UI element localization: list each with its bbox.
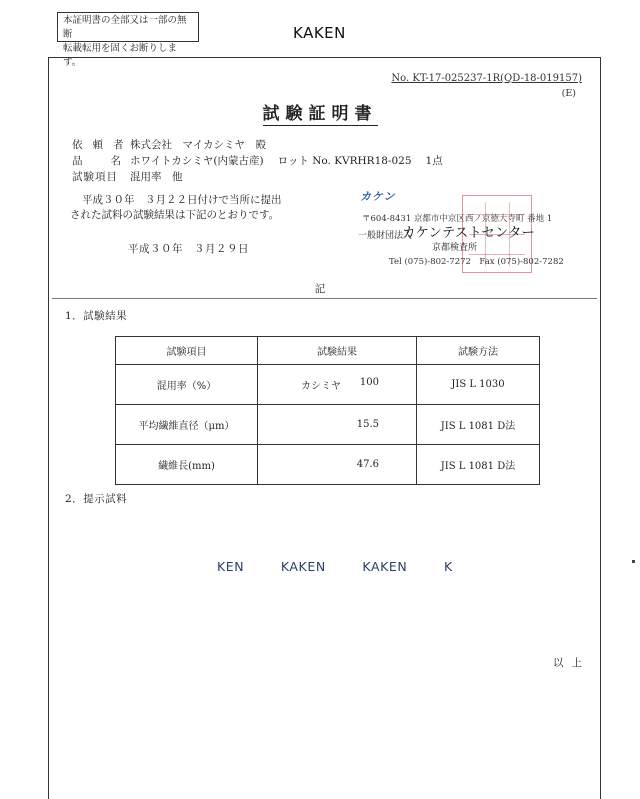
- section1-heading: 1．試験結果: [65, 310, 128, 322]
- institute-tel-fax: Tel (075)-802-7272 Fax (075)-802-7282: [389, 257, 564, 267]
- row-method: JIS L 1081 D法: [417, 445, 540, 485]
- body-text-line1: 平成３０年 ３月２２日付けで当所に提出: [82, 194, 282, 206]
- certificate-title-text: 試験証明書: [262, 104, 378, 124]
- table-row: [116, 405, 540, 445]
- request-fields: [72, 137, 443, 185]
- row-method: JIS L 1030: [417, 365, 540, 405]
- row-result: 100: [359, 377, 379, 388]
- row-result-cell: [258, 365, 417, 405]
- row-result-label: カシミヤ: [301, 381, 341, 392]
- field-value-client: 株式会社 マイカシミヤ 殿: [130, 139, 266, 151]
- sample-label: KAKEN: [280, 559, 326, 574]
- field-row-product: [72, 153, 443, 169]
- body-text: [70, 193, 282, 223]
- field-label-product: 品名: [72, 155, 149, 167]
- institute-type: 一般財団法人: [358, 231, 413, 241]
- field-label-client: 依頼者: [72, 139, 134, 151]
- row-item: 混用率（%）: [116, 365, 258, 405]
- test-results-table: [115, 336, 540, 485]
- table-row: [116, 365, 540, 405]
- issue-date: 平成３０年 ３月２９日: [128, 243, 249, 255]
- institute-address: 〒604-8431 京都市中京区西ノ京徳大寺町 番地 1: [362, 214, 553, 224]
- copy-notice-line2: 転載転用を固くお断りします。: [63, 43, 178, 68]
- document-language: (E): [561, 88, 576, 99]
- section-divider: [52, 298, 597, 299]
- table-header-row: [116, 337, 540, 365]
- field-value-count: 1点: [425, 155, 443, 167]
- field-value-lot: ロット No. KVRHR18-025: [277, 155, 412, 167]
- sample-label-strip: [217, 559, 471, 574]
- row-result: 47.6: [356, 459, 379, 470]
- ki-label: 記: [314, 283, 326, 295]
- section2-heading: 2．提示試料: [65, 493, 128, 505]
- row-result-cell: [258, 405, 417, 445]
- body-text-line2: された試料の試験結果は下記のとおりです。: [70, 209, 280, 221]
- row-item: 平均繊維直径（μm）: [116, 405, 258, 445]
- certificate-title: [0, 99, 640, 124]
- institute-branch: 京都検査所: [432, 243, 478, 253]
- field-label-test-items: 試験項目: [72, 171, 118, 183]
- header-test-result: 試験結果: [258, 337, 417, 365]
- field-value-test-items: 混用率 他: [130, 171, 183, 183]
- row-result: 15.5: [356, 419, 379, 430]
- field-row-test-items: [72, 169, 443, 185]
- copy-notice-line1: 本証明書の全部又は一部の無断: [63, 15, 187, 40]
- sample-label: K: [443, 559, 453, 574]
- table-row: [116, 445, 540, 485]
- scan-speck: [632, 560, 635, 563]
- sample-label: KEN: [217, 559, 245, 574]
- header-test-method: 試験方法: [417, 337, 540, 365]
- institute-name: カケンテストセンター: [402, 225, 535, 241]
- row-method: JIS L 1081 D法: [417, 405, 540, 445]
- row-item: 繊維長(mm): [116, 445, 258, 485]
- document-number: No. KT-17-025237-1R(QD-18-019157): [391, 73, 582, 84]
- kaken-kana-logo: カケン: [360, 190, 396, 203]
- header-test-item: 試験項目: [116, 337, 258, 365]
- row-result-cell: [258, 445, 417, 485]
- copy-notice-box: [57, 12, 199, 68]
- kaken-header-logo: KAKEN: [293, 24, 346, 42]
- field-value-product: ホワイトカシミヤ(内蒙古産): [130, 155, 264, 167]
- sample-label: KAKEN: [362, 559, 408, 574]
- field-row-client: [72, 137, 443, 153]
- closing-mark: 以上: [553, 657, 590, 669]
